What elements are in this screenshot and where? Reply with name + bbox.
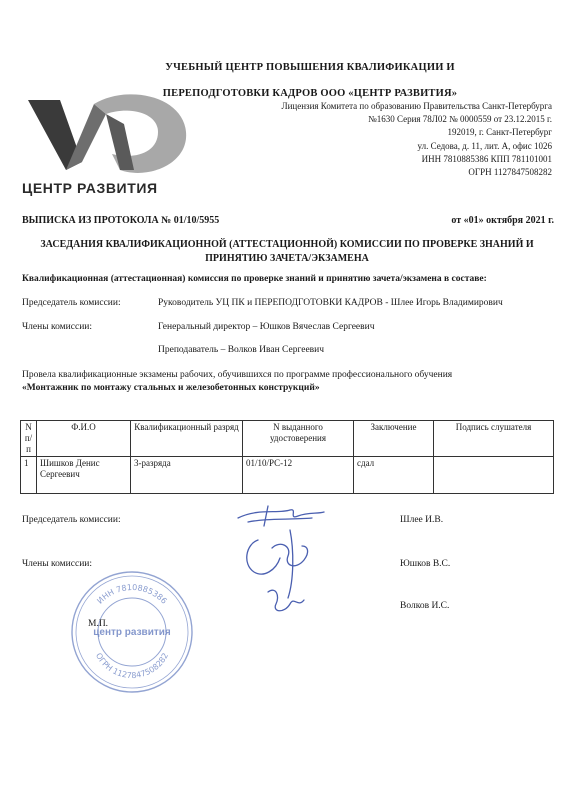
- header-cert: N выданного удостоверения: [243, 421, 354, 457]
- seal-place-label: М.П.: [88, 619, 109, 629]
- sig-chair-name: Шлее И.В.: [400, 515, 444, 525]
- license-line: ИНН 7810885386 КПП 781101001: [421, 153, 552, 164]
- license-line: №1630 Серия 78Л02 № 0000559 от 23.12.2015 г.: [368, 114, 552, 125]
- svg-text:ИНН 7810885386: [95, 583, 168, 606]
- exam-program: «Монтажник по монтажу стальных и железобетонных конструкций»: [22, 383, 320, 393]
- title-line-1: ЗАСЕДАНИЯ КВАЛИФИКАЦИОННОЙ (АТТЕСТАЦИОННОЙ) КОМИССИИ ПО ПРОВЕРКЕ ЗНАНИЙ И: [40, 239, 534, 250]
- org-line-2: ПЕРЕПОДГОТОВКИ КАДРОВ ООО «ЦЕНТР РАЗВИТИЯ»: [162, 88, 458, 99]
- org-line-1: УЧЕБНЫЙ ЦЕНТР ПОВЫШЕНИЯ КВАЛИФИКАЦИИ И: [165, 62, 455, 73]
- stamp-center-text: центр развития: [93, 627, 171, 638]
- exam-intro: Провела квалификационные экзамены рабочих, обучившихся по программе профессионального обучения: [22, 370, 453, 380]
- protocol-number: ВЫПИСКА ИЗ ПРОТОКОЛА № 01/10/5955: [22, 215, 220, 226]
- table-row: [21, 457, 554, 494]
- header-result: Заключение: [354, 421, 434, 457]
- cell-signature: [434, 457, 554, 494]
- cell-result: сдал: [354, 457, 434, 494]
- logo-icon: [8, 90, 198, 180]
- header-num: N п/п: [21, 421, 37, 457]
- license-line: 192019, г. Санкт-Петербург: [447, 127, 552, 138]
- cell-num: 1: [21, 457, 37, 494]
- logo-text: ЦЕНТР РАЗВИТИЯ: [22, 180, 158, 196]
- document-title: [20, 238, 554, 266]
- sig-member-1-name: Юшков В.С.: [400, 559, 451, 569]
- chair-value: Руководитель УЦ ПК и ПЕРЕПОДГОТОВКИ КАДРОВ - Шлее Игорь Владимирович: [158, 298, 503, 308]
- table-header-row: [21, 421, 554, 457]
- stamp-ogrn: ОГРН 1127847508282: [93, 651, 171, 681]
- header-fio: Ф.И.О: [37, 421, 131, 457]
- results-table: [20, 420, 554, 494]
- chair-label: Председатель комиссии:: [22, 298, 121, 308]
- member-2-value: Преподаватель – Волков Иван Сергеевич: [158, 345, 325, 355]
- cell-cert: 01/10/РС-12: [243, 457, 354, 494]
- cell-fio: Шишков Денис Сергеевич: [37, 457, 131, 494]
- cell-grade: 3-разряда: [131, 457, 243, 494]
- header-signature: Подпись слушателя: [434, 421, 554, 457]
- license-block: [222, 100, 552, 179]
- handwritten-signatures-icon: [228, 500, 338, 630]
- stamp-seal: [68, 568, 196, 696]
- member-1-value: Генеральный директор – Юшков Вячеслав Сергеевич: [158, 322, 375, 332]
- sig-chair-label: Председатель комиссии:: [22, 515, 121, 525]
- license-line: Лицензия Комитета по образованию Правительства Санкт-Петербурга: [281, 101, 552, 111]
- protocol-date: от «01» октября 2021 г.: [451, 215, 554, 226]
- members-label: Члены комиссии:: [22, 322, 93, 332]
- sig-members-label: Члены комиссии:: [22, 559, 93, 569]
- sig-member-2-name: Волков И.С.: [400, 601, 450, 611]
- header-grade: Квалификационный разряд: [131, 421, 243, 457]
- license-line: ул. Седова, д. 11, лит. А, офис 1026: [417, 140, 552, 151]
- license-line: ОГРН 1127847508282: [468, 167, 552, 178]
- commission-composition: Квалификационная (аттестационная) комиссия по проверке знаний и принятию зачета/экзамена в составе:: [22, 274, 487, 284]
- stamp-inn: ИНН 7810885386: [95, 582, 169, 606]
- title-line-2: ПРИНЯТИЮ ЗАЧЕТА/ЭКЗАМЕНА: [205, 253, 369, 264]
- exam-description: [22, 369, 542, 395]
